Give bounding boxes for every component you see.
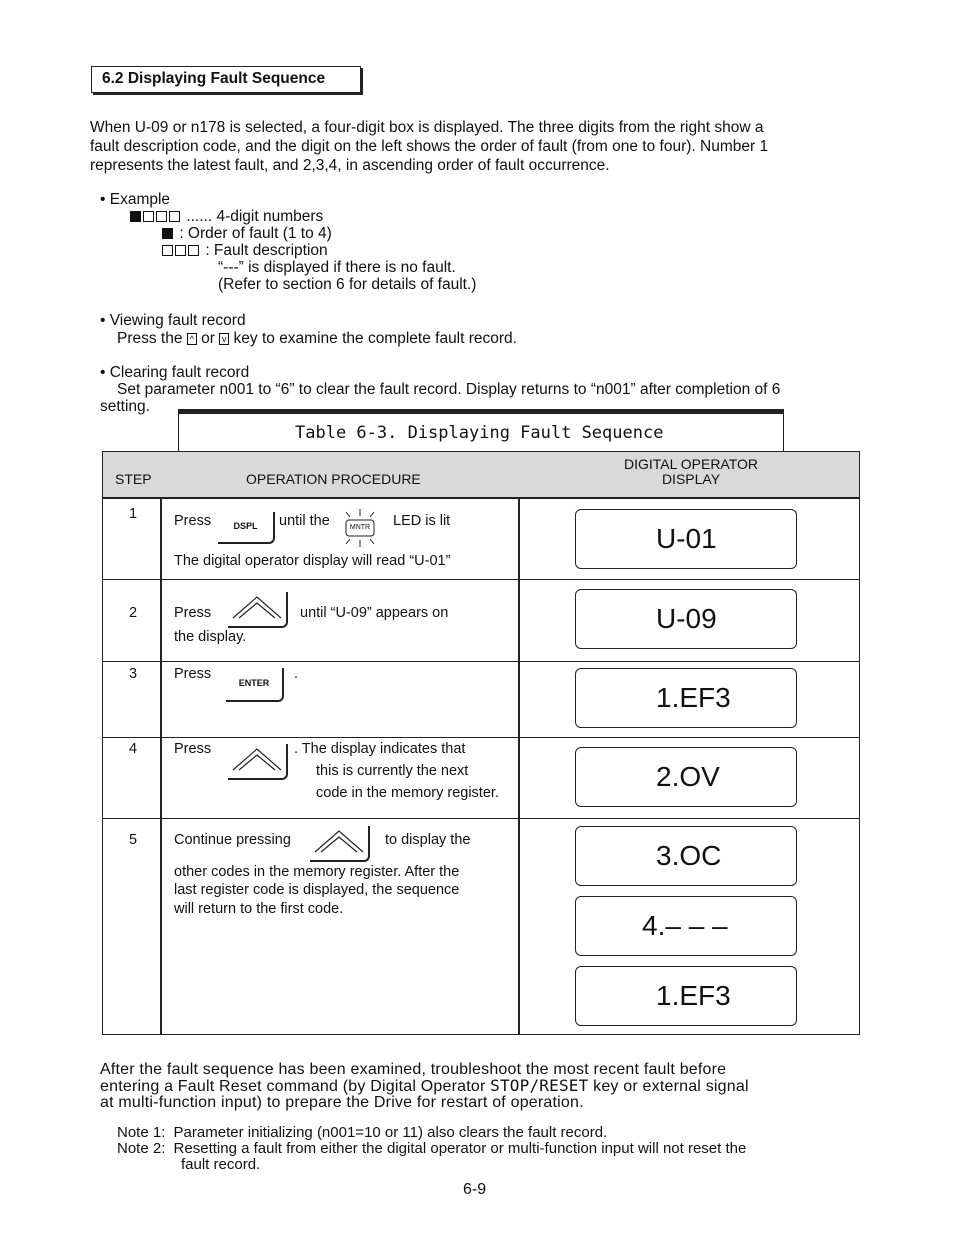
note-label: Note 2: bbox=[117, 1140, 166, 1157]
after-text: key or external signal bbox=[593, 1078, 749, 1095]
operator-display: 3.OC bbox=[575, 826, 797, 886]
procedure-text: until “U-09” appears on bbox=[300, 605, 449, 621]
clearing-line: setting. bbox=[100, 398, 150, 415]
stop-reset-key-label: STOP/RESET bbox=[490, 1076, 589, 1095]
up-arrow-key-icon: ^ bbox=[187, 333, 197, 345]
operator-display: 1.EF3 bbox=[575, 966, 797, 1026]
procedure-text: Continue pressing bbox=[174, 832, 291, 848]
row-divider bbox=[102, 737, 860, 738]
header-display bbox=[600, 457, 782, 487]
filled-square-icon bbox=[130, 211, 141, 222]
example-bullet: • Example bbox=[100, 191, 171, 208]
up-arrow-key-icon bbox=[228, 744, 288, 780]
note-label: Note 1: bbox=[117, 1124, 166, 1141]
viewing-text: or bbox=[201, 330, 215, 347]
operator-display: 4.– – – bbox=[575, 896, 797, 956]
empty-square-icon bbox=[156, 211, 167, 222]
header-display-line: DIGITAL OPERATOR bbox=[623, 456, 759, 472]
step-number: 5 bbox=[129, 832, 138, 848]
up-arrow-key-icon bbox=[310, 826, 370, 862]
intro-line: When U-09 or n178 is selected, a four-digit box is displayed. The three digits from the right show a bbox=[90, 119, 764, 136]
page-number: 6-9 bbox=[463, 1181, 487, 1198]
procedure-text: code in the memory register. bbox=[316, 785, 499, 801]
after-line bbox=[100, 1078, 749, 1095]
dspl-key-icon: DSPL bbox=[218, 512, 275, 544]
row-divider bbox=[102, 818, 860, 819]
note-1 bbox=[117, 1125, 746, 1141]
viewing-text: key to examine the complete fault record. bbox=[233, 330, 517, 347]
procedure-text: this is currently the next bbox=[316, 763, 469, 779]
procedure-text: will return to the first code. bbox=[174, 901, 344, 917]
clearing-line: Set parameter n001 to “6” to clear the fault record. Display returns to “n001” after completion of 6 bbox=[117, 381, 781, 398]
operator-display: 1.EF3 bbox=[575, 668, 797, 728]
procedure-text: Press bbox=[174, 741, 212, 757]
section-title: 6.2 Displaying Fault Sequence bbox=[91, 66, 361, 93]
example-line bbox=[100, 225, 476, 242]
row-divider bbox=[102, 661, 860, 662]
procedure-text: to display the bbox=[385, 832, 471, 848]
procedure-text: . bbox=[294, 666, 299, 682]
operator-display: U-09 bbox=[575, 589, 797, 649]
step-number: 4 bbox=[129, 741, 138, 757]
table-title: Table 6-3. Displaying Fault Sequence bbox=[178, 413, 784, 451]
step-number: 2 bbox=[129, 605, 138, 621]
down-arrow-key-icon: v bbox=[219, 333, 229, 345]
note-text: fault record. bbox=[181, 1156, 261, 1173]
example-text: : Fault description bbox=[205, 242, 328, 259]
empty-square-icon bbox=[188, 245, 199, 256]
step-number: 1 bbox=[129, 506, 138, 522]
operator-display: 2.OV bbox=[575, 747, 797, 807]
mntr-label: MNTR bbox=[349, 524, 371, 531]
intro-line: represents the latest fault, and 2,3,4, in ascending order of fault occurrence. bbox=[90, 157, 610, 174]
procedure-text: The digital operator display will read “U-01” bbox=[174, 553, 451, 569]
empty-square-icon bbox=[162, 245, 173, 256]
procedure-text: last register code is displayed, the sequence bbox=[174, 882, 460, 898]
step-number: 3 bbox=[129, 666, 138, 682]
procedure-text: the display. bbox=[174, 629, 247, 645]
viewing-text: Press the bbox=[117, 330, 183, 347]
after-line: After the fault sequence has been examined, troubleshoot the most recent fault before bbox=[100, 1061, 727, 1078]
note-text: Resetting a fault from either the digital operator or multi-function input will not reset the bbox=[173, 1140, 747, 1157]
example-line bbox=[100, 242, 476, 259]
empty-square-icon bbox=[143, 211, 154, 222]
after-paragraph bbox=[100, 1062, 749, 1111]
note-2 bbox=[117, 1141, 746, 1157]
intro-line: fault description code, and the digit on the left shows the order of fault (from one to four). Number 1 bbox=[90, 138, 769, 155]
after-text: entering a Fault Reset command (by Digital Operator bbox=[100, 1078, 486, 1095]
procedure-text: until the bbox=[279, 513, 330, 529]
procedure-text: . The display indicates that bbox=[294, 741, 466, 757]
example-text: (Refer to section 6 for details of fault.) bbox=[218, 276, 477, 293]
operator-display: U-01 bbox=[575, 509, 797, 569]
clearing-block bbox=[100, 364, 780, 415]
procedure-text: Press bbox=[174, 605, 212, 621]
header-display-line: DISPLAY bbox=[661, 471, 721, 487]
viewing-bullet: • Viewing fault record bbox=[100, 312, 246, 329]
filled-square-icon bbox=[162, 228, 173, 239]
intro-paragraph bbox=[90, 118, 768, 175]
viewing-block bbox=[100, 312, 517, 348]
up-arrow-key-icon bbox=[228, 592, 288, 628]
procedure-text: LED is lit bbox=[393, 513, 451, 529]
example-text: : Order of fault (1 to 4) bbox=[179, 225, 332, 242]
header-step: STEP bbox=[115, 471, 152, 487]
enter-key-icon: ENTER bbox=[226, 668, 284, 702]
viewing-line bbox=[100, 330, 517, 348]
empty-square-icon bbox=[169, 211, 180, 222]
example-block bbox=[100, 191, 476, 293]
mntr-led-icon bbox=[340, 508, 380, 548]
example-text: “---” is displayed if there is no fault. bbox=[218, 259, 456, 276]
procedure-text: Press bbox=[174, 513, 212, 529]
note-text: Parameter initializing (n001=10 or 11) also clears the fault record. bbox=[173, 1124, 608, 1141]
notes bbox=[117, 1125, 746, 1173]
procedure-text: Press bbox=[174, 666, 212, 682]
procedure-text: other codes in the memory register. After the bbox=[174, 864, 460, 880]
row-divider bbox=[102, 579, 860, 580]
example-line bbox=[100, 208, 476, 225]
example-text: ...... 4-digit numbers bbox=[186, 208, 324, 225]
empty-square-icon bbox=[175, 245, 186, 256]
header-procedure: OPERATION PROCEDURE bbox=[246, 471, 421, 487]
after-line: at multi-function input) to prepare the Drive for restart of operation. bbox=[100, 1094, 584, 1111]
clearing-bullet: • Clearing fault record bbox=[100, 364, 250, 381]
